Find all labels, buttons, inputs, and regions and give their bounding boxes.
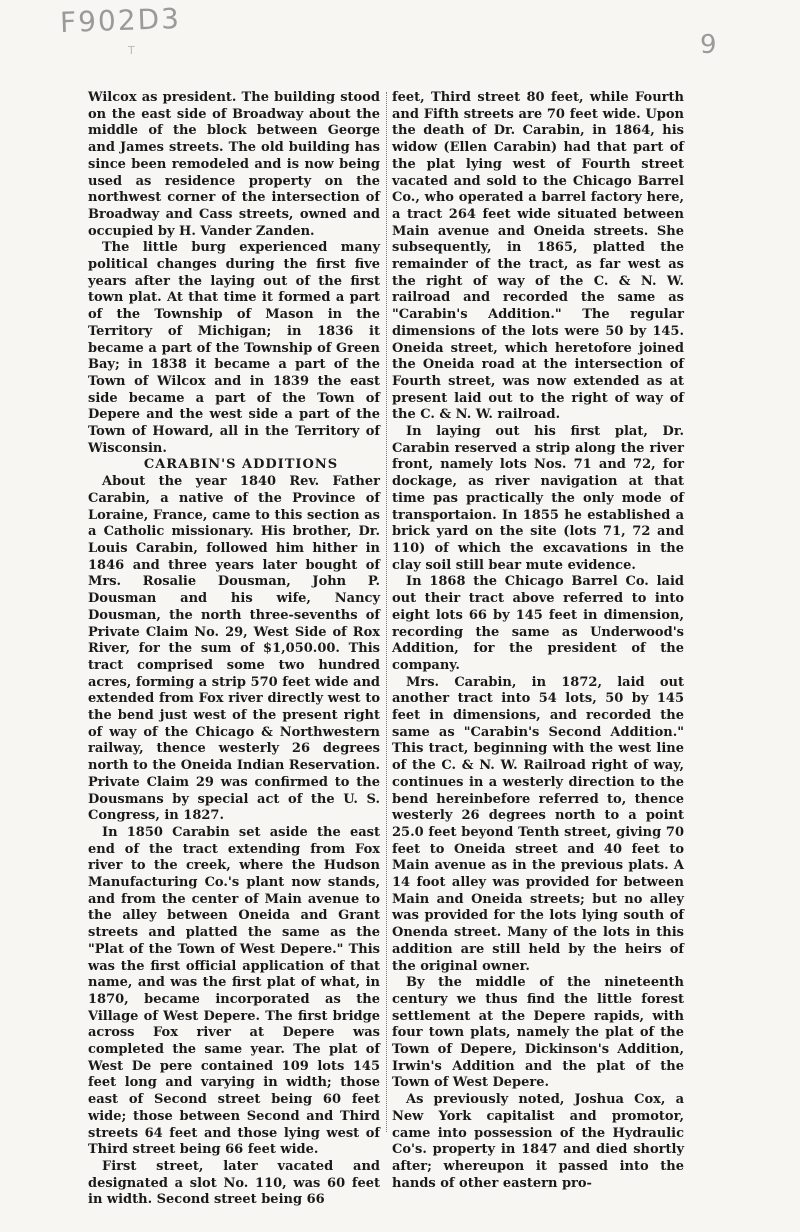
paragraph: Wilcox as president. The building stood on the east side of Broadway about the middle of the block between George and James streets. The old building has since been remodeled and is now being used as residence property on the northwest corner of the intersection of Broadway and Cass streets, owned and occupied by H. Vander Zanden.	[88, 90, 380, 239]
archive-annotation: F902D3	[59, 1, 182, 40]
paragraph: feet, Third street 80 feet, while Fourth and Fifth streets are 70 feet wide. Upon the death of Dr. Carabin, in 1864, his widow (Ellen Carabin) had that part of the plat lying west of Fourth street vacated and sold to the Chicago Barrel Co., who operated a barrel factory here, a tract 264 feet wide situated between Main avenue and Oneida streets. She subsequently, in 1865, platted the remainder of the tract, as far west as the right of way of the C. & N. W. railroad and recorded the same as "Carabin's Addition." The regular dimensions of the lots were 50 by 145. Oneida street, which heretofore joined the Oneida road at the intersection of Fourth street, was now extended as at present laid out to the right of way of the C. & N. W. railroad.	[392, 90, 684, 423]
paragraph: In laying out his first plat, Dr. Carabin reserved a strip along the river front, namely lots Nos. 71 and 72, for dockage, as river navigation at that time pas practically the only mode of transportaion. In 1855 he established a brick yard on the site (lots 71, 72 and 110) of which the excavations in the clay soil still bear mute evidence.	[392, 424, 684, 573]
paragraph: The little burg experienced many political changes during the first five years after the laying out of the first town plat. At that time it formed a part of the Township of Mason in the Territory of Michigan; in 1836 it became a part of the Township of Green Bay; in 1838 it became a part of the Town of Wilcox and in 1839 the east side became a part of the Town of Depere and the west side a part of the Town of Howard, all in the Territory of Wisconsin.	[88, 240, 380, 456]
left-column	[88, 90, 380, 1209]
paragraph: About the year 1840 Rev. Father Carabin, a native of the Province of Loraine, France, came to this section as a Catholic missionary. His brother, Dr. Louis Carabin, followed him hither in 1846 and three years later bought of Mrs. Rosalie Dousman, John P. Dousman and his wife, Nancy Dousman, the north three-sevenths of Private Claim No. 29, West Side of Rox River, for the sum of $1,050.00. This tract comprised some two hundred acres, forming a strip 570 feet wide and extended from Fox river directly west to the bend just west of the present right of way of the Chicago & Northwestern railway, thence westerly 26 degrees north to the Oneida Indian Reservation. Private Claim 29 was confirmed to the Dousmans by special act of the U. S. Congress, in 1827.	[88, 474, 380, 824]
paragraph: In 1868 the Chicago Barrel Co. laid out their tract above referred to into eight lots 66 by 145 feet in dimension, recording the same as Underwood's Addition, for the president of the company.	[392, 574, 684, 673]
paragraph: Mrs. Carabin, in 1872, laid out another tract into 54 lots, 50 by 145 feet in dimensions, and recorded the same as "Carabin's Second Addition." This tract, beginning with the west line of the C. & N. W. Railroad right of way, continues in a westerly direction to the bend hereinbefore referred to, thence westerly 26 degrees north to a point 25.0 feet beyond Tenth street, giving 70 feet to Oneida street and 40 feet to Main avenue as in the previous plats. A 14 foot alley was provided for between Main and Oneida streets; but no alley was provided for the lots lying south of Onenda street. Many of the lots in this addition are still held by the heirs of the original owner.	[392, 674, 684, 974]
column-divider	[386, 92, 387, 1132]
paragraph: By the middle of the nineteenth century we thus find the little forest settlement at the Depere rapids, with four town plats, namely the plat of the Town of Depere, Dickinson's Addition, Irwin's Addition and the plat of the Town of West Depere.	[392, 975, 684, 1091]
right-column	[392, 90, 684, 1192]
paragraph: As previously noted, Joshua Cox, a New York capitalist and promotor, came into possession of the Hydraulic Co's. property in 1847 and died shortly after; whereupon it passed into the hands of other eastern pro-	[392, 1092, 684, 1191]
paragraph: In 1850 Carabin set aside the east end of the tract extending from Fox river to the creek, where the Hudson Manufacturing Co.'s plant now stands, and from the center of Main avenue to the alley between Oneida and Grant streets and platted the same as the "Plat of the Town of West Depere." This was the first official application of that name, and was the first plat of what, in 1870, became incorporated as the Village of West Depere. The first bridge across Fox river at Depere was completed the same year. The plat of West De pere contained 109 lots 145 feet long and varying in width; those east of Second street being 60 feet wide; those between Second and Third streets 64 feet and those lying west of Third street being 66 feet wide.	[88, 824, 380, 1158]
archive-annotation-small: T	[128, 44, 135, 57]
page-number: 9	[700, 30, 717, 60]
paragraph: First street, later vacated and designated a slot No. 110, was 60 feet in width. Second street being 66	[88, 1159, 380, 1208]
section-heading: CARABIN'S ADDITIONS	[143, 457, 339, 473]
